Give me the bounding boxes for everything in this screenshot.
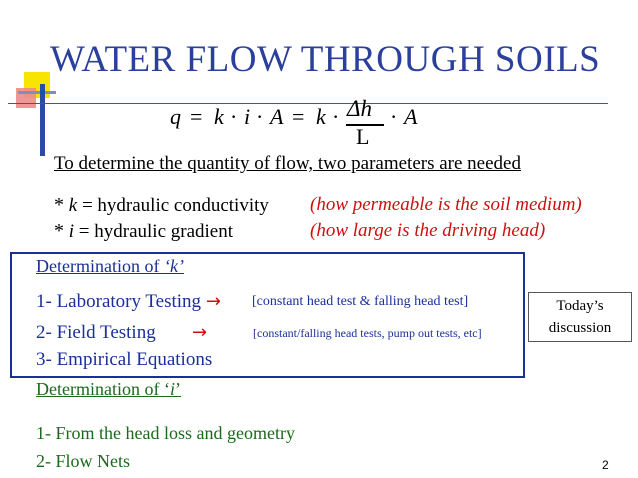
parameter-text: = hydraulic conductivity [77, 195, 269, 216]
parameter-i [54, 220, 233, 243]
eq-dot-1: · [230, 104, 238, 129]
k-method-1-note: [constant head test & falling head test] [252, 294, 469, 309]
eq-denominator: L [356, 124, 370, 149]
intro-text: To determine the quantity of flow, two parameters are needed [54, 153, 521, 174]
callout-line-1: Today’s [556, 298, 604, 314]
parameter-k-note: (how permeable is the soil medium) [310, 194, 582, 215]
k-section-heading [36, 256, 184, 277]
eq-a-1: A [270, 104, 284, 129]
i-heading-prefix: Determination of ‘ [36, 379, 170, 399]
i-method-1: 1- From the head loss and geometry [36, 423, 295, 443]
k-method-1-label: 1- Laboratory Testing [36, 291, 206, 312]
parameter-symbol: i [68, 221, 75, 242]
callout-line-2: discussion [548, 320, 612, 336]
k-method-1 [36, 291, 221, 313]
i-method-2: 2- Flow Nets [36, 451, 130, 471]
i-section-heading [36, 379, 181, 400]
bullet-star: * [54, 220, 64, 242]
k-method-2-note: [constant/falling head tests, pump out tests, etc] [253, 326, 482, 340]
k-heading-prefix: Determination of [36, 256, 164, 276]
k-method-2-label: 2- Field Testing [36, 322, 156, 343]
decorative-vertical-bar [40, 84, 45, 156]
decorative-short-bar [18, 91, 56, 94]
parameter-k [54, 194, 269, 217]
discussion-callout [528, 292, 632, 342]
bullet-star: * [54, 194, 64, 216]
k-method-3-label: 3- Empirical Equations [36, 349, 213, 370]
eq-i: i [244, 104, 251, 129]
slide-title: WATER FLOW THROUGH SOILS [50, 39, 601, 80]
page-number: 2 [602, 458, 609, 472]
title-underline-rule [8, 103, 608, 104]
eq-a-2: A [404, 104, 418, 129]
k-heading-symbol: ‘k’ [163, 256, 184, 276]
arrow-right-icon: → [205, 291, 221, 312]
eq-equals-1: = [190, 104, 203, 129]
i-heading-symbol: i [169, 379, 175, 399]
eq-numerator: Δh [347, 96, 372, 121]
parameter-i-note: (how large is the driving head) [310, 220, 546, 241]
eq-q: q [170, 104, 181, 129]
eq-equals-2: = [292, 104, 305, 129]
eq-k-1: k [214, 104, 224, 129]
eq-dot-3: · [332, 104, 340, 129]
arrow-right-icon: → [192, 322, 208, 343]
parameter-text: = hydraulic gradient [74, 221, 233, 242]
eq-dot-2: · [256, 104, 264, 129]
parameter-symbol: k [68, 195, 78, 216]
eq-dot-4: · [390, 104, 398, 129]
i-heading-suffix: ’ [174, 379, 181, 399]
eq-k-2: k [316, 104, 326, 129]
